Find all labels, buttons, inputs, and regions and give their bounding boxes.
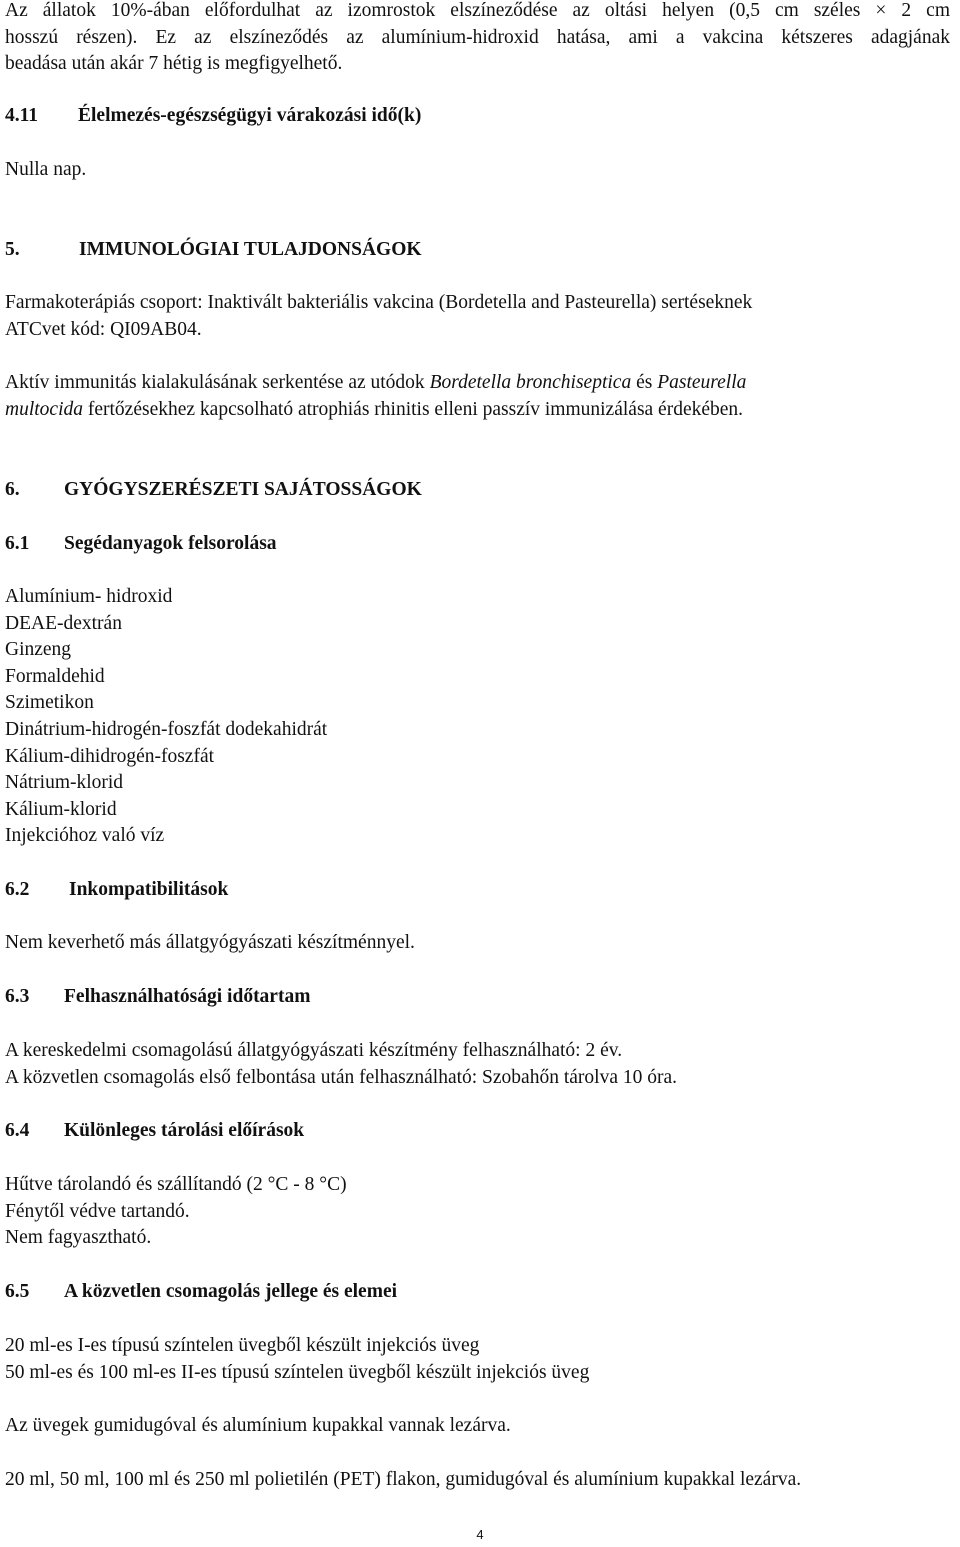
excipients-list — [5, 584, 327, 850]
heading-number: 6.5 — [5, 1281, 30, 1302]
packaging-block — [5, 1333, 589, 1386]
heading-number: 6.2 — [5, 879, 30, 900]
heading-number: 6.4 — [5, 1120, 30, 1141]
heading-6-3 — [5, 984, 310, 1011]
pharm-line-1: Farmakoterápiás csoport: Inaktivált bakteriális vakcina (Bordetella and Pasteurella) sertéseknek — [5, 292, 753, 313]
heading-number: 6. — [5, 479, 20, 500]
page-number: 4 — [476, 1527, 484, 1542]
list-item: Kálium-klorid — [5, 798, 117, 820]
storage-line-1: Hűtve tárolandó és szállítandó (2 °C - 8 °C) — [5, 1174, 347, 1195]
list-item: Injekcióhoz való víz — [5, 825, 165, 847]
intro-line-1: Az állatok 10%-ában előfordulhat az izomrostok elszíneződése az oltási helyen (0,5 cm széles × 2 cm — [5, 0, 950, 21]
heading-6-4 — [5, 1118, 304, 1145]
storage-line-3: Nem fagyasztható. — [5, 1227, 152, 1249]
packaging-line-1: 20 ml-es I-es típusú színtelen üvegből készült injekciós üveg — [5, 1335, 480, 1356]
withdrawal-text: Nulla nap. — [5, 159, 87, 180]
intro-line-2: hosszú részen). Ez az elszíneződés az alumínium-hidroxid hatása, ami a vakcina kétszeres adagjának — [5, 26, 950, 48]
pharmacotherapeutic-group — [5, 290, 752, 343]
heading-4-11 — [5, 103, 421, 130]
heading-6-1 — [5, 531, 277, 558]
active-immunity-paragraph — [5, 370, 746, 423]
heading-6-5 — [5, 1279, 397, 1306]
list-item: Kálium-dihidrogén-foszfát — [5, 745, 215, 767]
heading-title: IMMUNOLÓGIAI TULAJDONSÁGOK — [79, 239, 422, 260]
list-item: DEAE-dextrán — [5, 612, 122, 634]
heading-title: A közvetlen csomagolás jellege és elemei — [64, 1281, 398, 1302]
heading-5 — [5, 237, 422, 264]
pharm-line-2: ATCvet kód: QI09AB04. — [5, 318, 202, 340]
packaging-line-2: 50 ml-es és 100 ml-es II-es típusú színtelen üvegből készült injekciós üveg — [5, 1361, 590, 1383]
heading-title: Különleges tárolási előírások — [64, 1120, 305, 1141]
heading-6 — [5, 477, 422, 504]
heading-number: 6.3 — [5, 986, 30, 1007]
heading-title: Segédanyagok felsorolása — [64, 533, 277, 554]
heading-number: 6.1 — [5, 533, 30, 554]
list-item: Ginzeng — [5, 639, 72, 661]
heading-title: GYÓGYSZERÉSZETI SAJÁTOSSÁGOK — [64, 479, 422, 500]
heading-6-2 — [5, 877, 228, 904]
list-item: Nátrium-klorid — [5, 772, 124, 794]
shelf-life-line-2: A közvetlen csomagolás első felbontása után felhasználható: Szobahőn tárolva 10 óra. — [5, 1066, 677, 1088]
intro-paragraph — [5, 0, 950, 78]
heading-number: 5. — [5, 239, 20, 260]
aktiv-line-1: Aktív immunitás kialakulásának serkentése az utódok Bordetella bronchiseptica és Pasteurella — [5, 372, 747, 393]
list-item: Formaldehid — [5, 665, 105, 687]
list-item: Alumínium- hidroxid — [5, 586, 173, 607]
heading-title: Felhasználhatósági időtartam — [64, 986, 311, 1007]
heading-title: Inkompatibilitások — [69, 879, 229, 900]
aktiv-line-2: multocida fertőzésekhez kapcsolható atrophiás rhinitis elleni passzív immunizálása érdekében. — [5, 398, 744, 420]
heading-title: Élelmezés-egészségügyi várakozási idő(k) — [78, 105, 422, 126]
heading-number: 4.11 — [5, 105, 39, 126]
list-item: Dinátrium-hidrogén-foszfát dodekahidrát — [5, 718, 328, 740]
shelf-life-line-1: A kereskedelmi csomagolású állatgyógyászati készítmény felhasználható: 2 év. — [5, 1040, 623, 1061]
intro-line-3: beadása után akár 7 hétig is megfigyelhető. — [5, 53, 343, 75]
packaging-line-4: 20 ml, 50 ml, 100 ml és 250 ml polietilén (PET) flakon, gumidugóval és alumínium kupakkal lezárva. — [5, 1469, 802, 1490]
list-item: Szimetikon — [5, 692, 94, 714]
shelf-life-block — [5, 1038, 677, 1091]
packaging-line-3: Az üvegek gumidugóval és alumínium kupakkal vannak lezárva. — [5, 1415, 511, 1436]
storage-block — [5, 1172, 347, 1252]
storage-line-2: Fénytől védve tartandó. — [5, 1200, 190, 1222]
incompatibility-text: Nem keverhető más állatgyógyászati készítménnyel. — [5, 932, 415, 953]
